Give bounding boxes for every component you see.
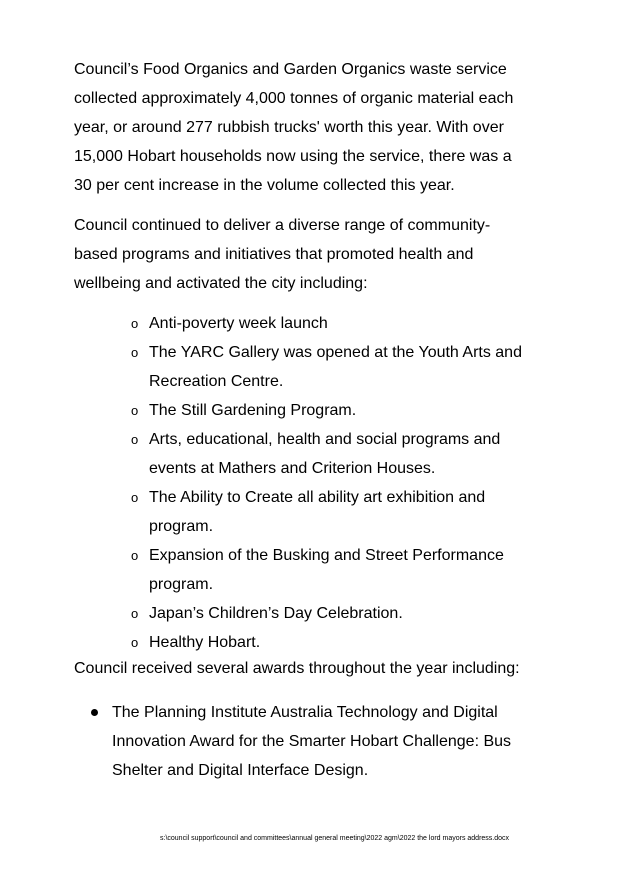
circle-bullet-icon: o [131, 432, 139, 447]
circle-bullet-icon: o [131, 403, 139, 418]
circle-bullet-icon: o [131, 316, 139, 331]
list-item-text: Expansion of the Busking and Street Performance [149, 547, 504, 564]
text-line: wellbeing and activated the city including: [74, 275, 368, 292]
list-item [0, 396, 622, 425]
dot-bullet-icon [91, 709, 98, 716]
list-item-text: Anti-poverty week launch [149, 315, 328, 332]
list-item-text: Japan’s Children’s Day Celebration. [149, 605, 403, 622]
paragraph-programs-intro [74, 211, 574, 298]
list-item-text: program. [149, 518, 214, 535]
list-item [0, 483, 622, 541]
list-item [0, 698, 622, 785]
circle-bullet-icon: o [131, 606, 139, 621]
list-item-text: Healthy Hobart. [149, 634, 261, 651]
text-line: 30 per cent increase in the volume collected this year. [74, 177, 455, 194]
list-item-text: Recreation Centre. [149, 373, 284, 390]
circle-bullet-icon: o [131, 490, 139, 505]
list-item-text: Shelter and Digital Interface Design. [112, 762, 369, 779]
list-item-text: The YARC Gallery was opened at the Youth Arts and [149, 344, 522, 361]
circle-bullet-icon: o [131, 635, 139, 650]
text-line: Council received several awards throughout the year including: [74, 660, 520, 677]
list-item-text: program. [149, 576, 214, 593]
list-item [0, 541, 622, 599]
footer-file-path: s:\council support\council and committees\annual general meeting\2022 agm\2022 the lord mayors address.docx [160, 835, 510, 842]
text-line: based programs and initiatives that promoted health and [74, 246, 474, 263]
text-line: Council’s Food Organics and Garden Organics waste service [74, 61, 507, 78]
list-item-text: events at Mathers and Criterion Houses. [149, 460, 436, 477]
awards-list [0, 698, 622, 785]
list-item-text: The Planning Institute Australia Technology and Digital [112, 704, 498, 721]
list-item [0, 425, 622, 483]
list-item [0, 309, 622, 338]
circle-bullet-icon: o [131, 548, 139, 563]
paragraph-food-organics [74, 55, 574, 200]
list-item-text: Arts, educational, health and social programs and [149, 431, 501, 448]
list-item-text: The Ability to Create all ability art exhibition and [149, 489, 486, 506]
text-line: Council continued to deliver a diverse range of community- [74, 217, 491, 234]
text-line: 15,000 Hobart households now using the service, there was a [74, 148, 512, 165]
paragraph-awards-intro [74, 654, 574, 683]
text-line: collected approximately 4,000 tonnes of organic material each [74, 90, 514, 107]
list-item [0, 628, 622, 657]
list-item [0, 599, 622, 628]
list-item [0, 338, 622, 396]
circle-bullet-icon: o [131, 345, 139, 360]
list-item-text: The Still Gardening Program. [149, 402, 357, 419]
list-item-text: Innovation Award for the Smarter Hobart Challenge: Bus [112, 733, 512, 750]
programs-list [0, 309, 622, 657]
text-line: year, or around 277 rubbish trucks' worth this year. With over [74, 119, 504, 136]
